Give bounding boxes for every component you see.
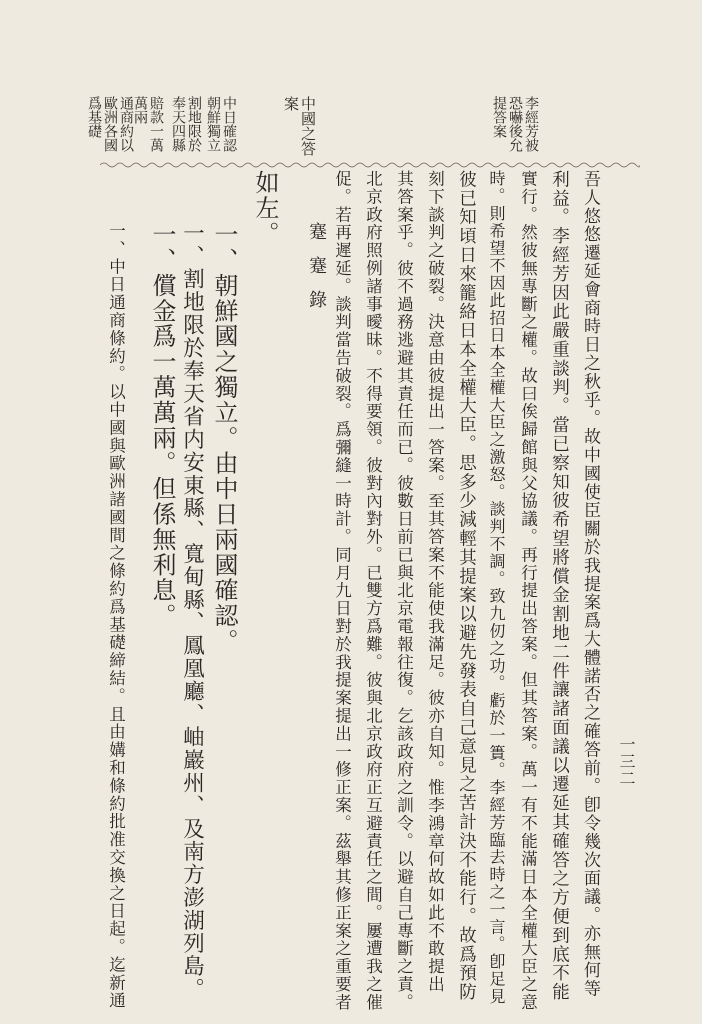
side-note-line: 提答案	[491, 96, 507, 138]
body-column: 利益。李經芳因此嚴重談判。當已察知彼希望將償金割地二件讓諸面議以遷延其確答之方便到底不能	[549, 170, 570, 1002]
side-note-line: 中日確認	[221, 96, 237, 152]
side-note-line: 朝鮮獨立	[205, 96, 221, 152]
body-column: 時。則希望不因此招日本全權大臣之激怒。談判不調。致九仞之功。虧於一簣。李經芳臨去時之一言。卽足見	[487, 170, 506, 1006]
body-column: 其答案乎。彼不過務逃避其責任而已。彼數日前已與北京電報往復。乞該政府之訓令。以避自己專斷之責。	[394, 170, 414, 1012]
side-note-line: 中國之答	[299, 96, 317, 156]
side-note-line: 賠款一萬	[148, 96, 164, 152]
wavy-divider	[100, 160, 640, 170]
body-column: 促。若再遲延。談判當告破裂。爲彌縫一時計。同月九日對於我提案提出一修正案。茲舉其修正案之重要者	[332, 170, 352, 1012]
body-column: 刻下談判之破裂。決意由彼提出一答案。至其答案不能使我滿足。彼亦自知。惟李鴻章何故如此不敢提出	[425, 170, 445, 994]
list-item: 一、中日通商條約。以中國與歐洲諸國間之條約爲基礎締結。且由媾和條約批准交換之日起。迄新通	[106, 222, 126, 1010]
body-column: 實行。然彼無專斷之權。故曰俟歸館與父協議。再行提出答案。但其答案。萬一有不能滿日本全權大臣之意	[518, 170, 538, 1012]
side-note-line: 萬兩	[132, 96, 148, 124]
side-note-line: 爲基礎	[86, 96, 102, 138]
side-note-line: 恐嚇後允	[507, 96, 523, 152]
side-note-line: 通商約以	[118, 96, 134, 152]
body-column: 北京政府照例諸事曖昧。不得要領。彼對內對外。已雙方爲難。彼與北京政府正互避責任之間。屢遭我之催	[363, 170, 383, 1012]
body-column: 彼已知頃日來籠絡日本全權大臣。思多少減輕其提案以避先發表自己意見之苦計決不能行。故爲預防	[456, 170, 477, 1002]
list-item: 一、朝鮮國之獨立。由中日兩國確認。	[210, 222, 238, 654]
page-number: 一三二	[617, 736, 636, 787]
body-column: 如左。	[251, 170, 279, 247]
side-note-line: 奉天四縣	[170, 96, 186, 152]
body-column: 吾人悠悠遷延會商時日之秋乎。故中國使臣關於我提案爲大體諾否之確答前。卽令幾次面議。亦無何等	[580, 170, 600, 998]
side-note-line: 案	[282, 96, 300, 111]
list-item: 一、割地限於奉天省内安東縣、寬甸縣、鳳凰廳、岫巖州、及南方澎湖列島。	[179, 222, 205, 1001]
side-note-line: 歐洲各國	[102, 96, 118, 152]
side-note-line: 割地限於	[186, 96, 202, 152]
page-title: 蹇蹇錄	[306, 222, 327, 324]
side-note-line: 李經芳被	[523, 96, 539, 152]
list-item: 一、償金爲一萬萬兩。但係無利息。	[148, 222, 176, 629]
